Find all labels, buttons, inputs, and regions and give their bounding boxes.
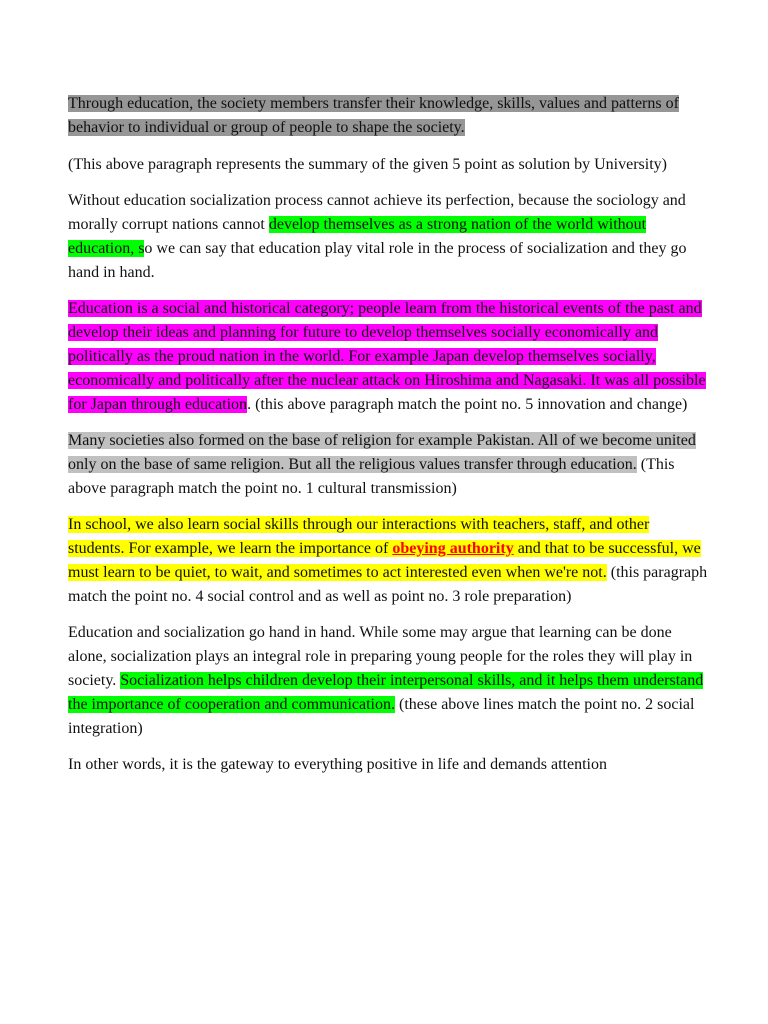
highlight-yellow: and that to be successful, we must learn to be quiet, to wait, and sometimes to act interested even when we're not.	[68, 540, 701, 581]
text-segment: (This above paragraph match the point no. 1 cultural transmission)	[68, 456, 675, 497]
highlight-yellow: In school, we also learn social skills through our interactions with teachers, staff, and other students. For example, we learn the importance of	[68, 516, 650, 557]
paragraph-cultural-transmission	[68, 429, 708, 501]
highlight-magenta: Education is a social and historical category; people learn from the historical events of the past and develop their ideas and planning for future to develop themselves socially economically and politically as the proud nation in the world. For example Japan develop themselves socially, economically and politically after the nuclear attack on Hiroshima and Nagasaki. It was all possible for Japan through education	[68, 300, 706, 413]
paragraph-social-integration	[68, 621, 708, 741]
text-segment: (these above lines match the point no. 2 social integration)	[68, 696, 695, 737]
paragraph-social-control	[68, 513, 708, 609]
text-segment: (this paragraph match the point no. 4 social control and as well as point no. 3 role preparation)	[68, 564, 708, 605]
paragraph-socialization	[68, 189, 708, 285]
text-segment: . (this above paragraph match the point no. 5 innovation and change)	[247, 396, 688, 413]
highlight-light-gray: Many societies also formed on the base of religion for example Pakistan. All of we become united only on the base of same religion. But all the religious values transfer through education.	[68, 432, 696, 473]
highlight-green: Socialization helps children develop their interpersonal skills, and it helps them understand the importance of cooperation and communication.	[68, 672, 704, 713]
document-page	[68, 92, 708, 789]
highlight-green: develop themselves as a strong nation of the world without education, s	[68, 216, 647, 257]
text-segment: o we can say that education play vital role in the process of socialization and they go hand in hand.	[68, 240, 687, 281]
paragraph-innovation	[68, 297, 708, 417]
obeying-authority-link[interactable]: obeying authority	[392, 540, 514, 557]
text-segment: Without education socialization process cannot achieve its perfection, because the sociology and morally corrupt nations cannot	[68, 192, 686, 233]
paragraph-closing: In other words, it is the gateway to everything positive in life and demands attention	[68, 756, 607, 773]
highlight-dark-gray: Through education, the society members transfer their knowledge, skills, values and patterns of behavior to individual or group of people to shape the society.	[68, 95, 679, 136]
text-segment: Education and socialization go hand in hand. While some may argue that learning can be done alone, socialization plays an integral role in preparing young people for the roles they will play in society.	[68, 624, 693, 689]
paragraph-summary	[68, 92, 708, 140]
paragraph-note: (This above paragraph represents the summary of the given 5 point as solution by University)	[68, 156, 667, 173]
